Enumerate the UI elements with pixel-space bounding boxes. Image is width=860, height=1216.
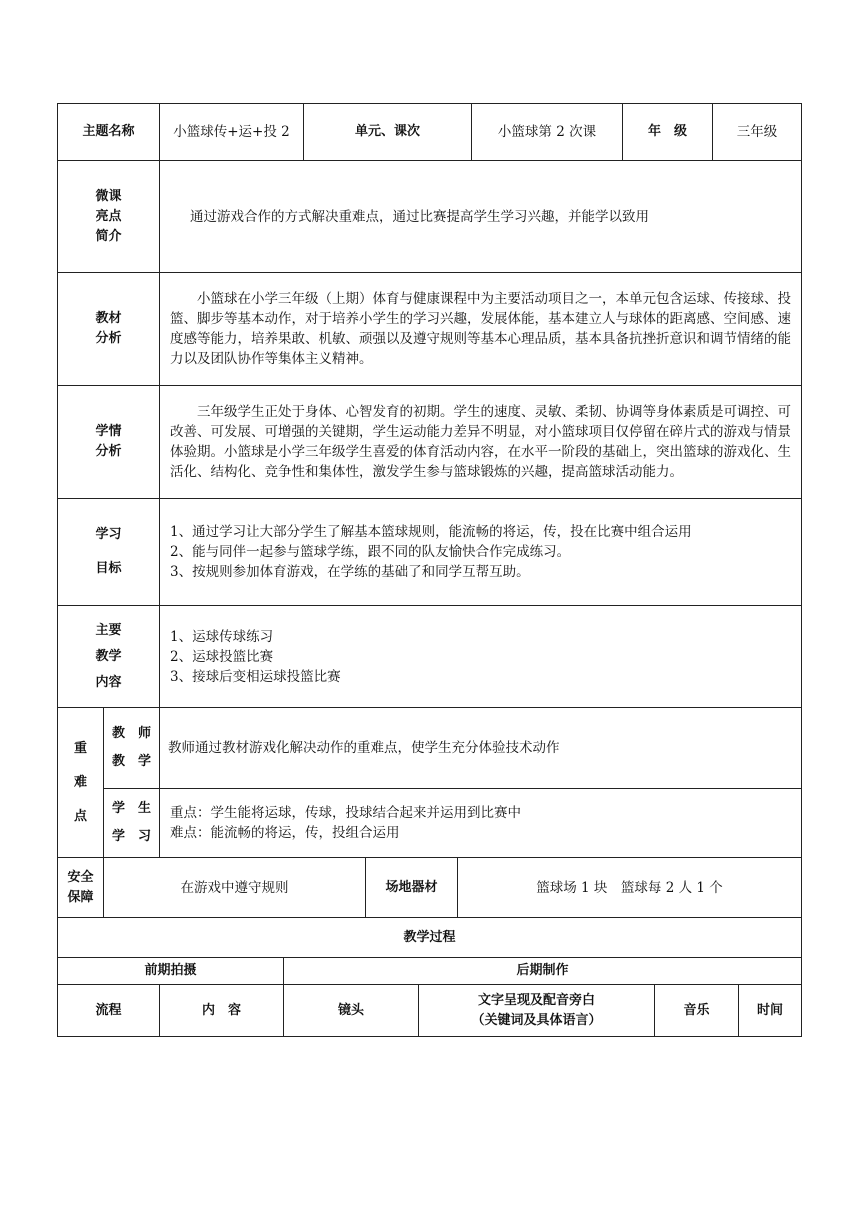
student-cell [160, 789, 801, 857]
list-item: 2、运球投篮比赛 [170, 648, 274, 665]
key-points-row [58, 708, 801, 858]
unit-value: 小篮球第 2 次课 [472, 104, 623, 160]
time-header: 时间 [756, 1002, 783, 1018]
list-item: 1、通过学习让大部分学生了解基本篮球规则，能流畅的将运，传，投在比赛中组合运用 [170, 524, 692, 540]
students-cell [160, 386, 801, 498]
music-header: 音乐 [655, 985, 739, 1036]
list-item: 2、能与同伴一起参与篮球学练，跟不同的队友愉快合作完成练习。 [170, 544, 571, 560]
lesson-plan-table [57, 103, 802, 1037]
teacher-text: 教师通过教材游戏化解决动作的重难点，使学生充分体验技术动作 [168, 740, 560, 757]
student-row [104, 789, 801, 857]
goals-list [160, 522, 801, 582]
safety-row [58, 858, 801, 918]
flow-header: 流程 [58, 985, 160, 1036]
goals-row [58, 499, 801, 606]
material-cell [160, 273, 801, 385]
material-row [58, 273, 801, 386]
post-production-label: 后期制作 [516, 963, 569, 978]
unit-label: 单元、课次 [304, 104, 472, 160]
content-label: 主要 教学 内容 [58, 606, 160, 707]
venue-value: 篮球场 1 块 篮球每 2 人 1 个 [536, 879, 723, 896]
teacher-row [104, 708, 801, 789]
goals-cell [160, 499, 801, 605]
phase-row [58, 958, 801, 985]
shot-header: 镜头 [284, 985, 419, 1036]
venue-label: 场地器材 [366, 858, 458, 917]
process-title: 教学过程 [403, 929, 456, 945]
material-text: 小篮球在小学三年级（上期）体育与健康课程中为主要活动项目之一，本单元包含运球、传接球、投篮、脚步等基本动作，对于培养小学生的学习兴趣，发展体能，基本建立人与球体的距离感、空间感、速度感等能力，培养果敢、机敏、顽强以及遵守规则等基本心理品质，基本具备抗挫折意识和调节情绪的能力以及团队协作等集体主义精神。 [170, 291, 791, 367]
list-item: 1、运球传球练习 [170, 628, 274, 645]
highlight-label: 微课 亮点 简介 [58, 161, 160, 272]
student-lines [160, 803, 801, 843]
students-text: 三年级学生正处于身体、心智发育的初期。学生的速度、灵敏、柔韧、协调等身体素质是可调控、可改善、可发展、可增强的关键期，学生运动能力差异不明显，对小篮球项目仅停留在碎片式的游戏与情景体验期。小篮球是小学三年级学生喜爱的体育活动内容，在水平一阶段的基础上，突出篮球的游戏化、生活化、结构化、竞争性和集体性，激发学生参与篮球锻炼的兴趣，提高篮球活动能力。 [170, 404, 791, 480]
process-header-row [58, 985, 801, 1036]
topic-value: 小篮球传+运+投 2 [160, 104, 304, 160]
grade-value: 三年级 [736, 124, 778, 140]
students-label: 学情 分析 [58, 386, 160, 498]
student-label: 学 生 学 习 [104, 789, 160, 857]
header-row [58, 104, 801, 161]
text-header: 文字呈现及配音旁白 （关键词及具体语言） [419, 985, 655, 1036]
key-points-body [104, 708, 801, 857]
teacher-label: 教 师 教 学 [104, 708, 160, 788]
content-row [58, 606, 801, 708]
list-item: 重点：学生能将运球，传球，投球结合起来并运用到比赛中 [170, 805, 521, 822]
key-points-label: 重 难 点 [58, 708, 104, 857]
process-title-row [58, 918, 801, 958]
material-label: 教材 分析 [58, 273, 160, 385]
highlight-row [58, 161, 801, 273]
list-item: 3、按规则参加体育游戏，在学练的基础了和同学互帮互助。 [170, 564, 530, 580]
topic-label: 主题名称 [58, 104, 160, 160]
list-item: 3、接球后变相运球投篮比赛 [170, 668, 341, 685]
content-cell [160, 606, 801, 707]
grade-label: 年 级 [623, 104, 713, 160]
list-item: 难点：能流畅的将运，传，投组合运用 [170, 825, 400, 842]
highlight-text: 通过游戏合作的方式解决重难点，通过比赛提高学生学习兴趣，并能学以致用 [190, 208, 649, 225]
goals-label: 学习 目标 [58, 499, 160, 605]
safety-value: 在游戏中遵守规则 [104, 858, 366, 917]
content-header: 内 容 [160, 985, 284, 1036]
students-row [58, 386, 801, 499]
content-list [160, 627, 801, 687]
safety-label: 安全 保障 [58, 858, 104, 917]
pre-production-label: 前期拍摄 [58, 958, 284, 984]
